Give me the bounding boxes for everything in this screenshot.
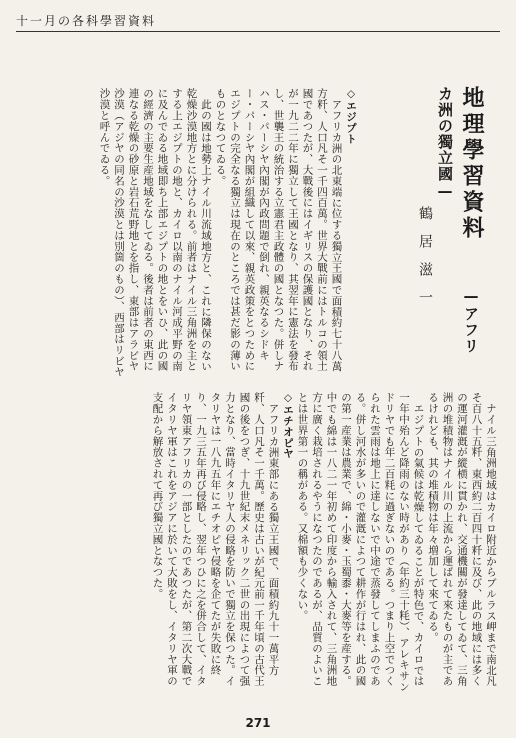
- paragraph-egypt-terrain: 此の國は地勢上ナイル川流域地方と、これに隣保のない乾燥沙漠地方とに分けられる。前者はナイル三角洲を主とする上エジプトの地と、カイロ以南のナイル河成平野の南に及んでゐる地域即ち上部エジプトの地とをいひ、此の國の經濟の主要生産地域をなしてゐる。後者は前者の東西に連なる乾燥の砂原と岩石荒野地とを指し、東部はアラビヤ沙漠（アジヤの同名の沙漠とは別箇のもの）、西部はリビヤ沙漠と呼んでゐる。: [98, 88, 212, 378]
- header-rule: [16, 31, 500, 32]
- page-number: 271: [245, 716, 271, 730]
- running-title: 十一月の各科學習資料: [16, 14, 157, 28]
- paragraph-egypt-intro: アフリカ洲の北東端に位する獨立王國で面積約七十八萬方粁、人口凡そ一千四百萬。世界大戰前にはトルコの領土國であつたが、大戰後にはイギリスの保護國となり、それが一九二二年に獨立して王國となり、其翌年に憲法を發布し、世襲王の統治する立憲君主政體の國となつた。併しナハス・パーシヤ內閣が內政問題で倒れ、親英なるシドキー・パーシヤ內閣が組織して以來、親英政策をとつためにエジプトの完全なる獨立は現在のところでは甚だ影の薄いものとなつてゐる。: [214, 88, 343, 372]
- lower-body-column: [18, 392, 498, 692]
- upper-body-column: [18, 88, 358, 380]
- ethiopia-heading: ◇エチオピヤ: [282, 392, 294, 459]
- article-subtitle: —アフリカ洲の獨立國—: [436, 86, 480, 354]
- article-title: 地理學習資料: [459, 86, 484, 242]
- title-block: [345, 86, 487, 366]
- egypt-heading: ◇エジプト: [345, 88, 357, 144]
- article-author: 鶴居滋一: [417, 206, 433, 318]
- paragraph-nile-delta: ナイル三角洲地域はカイロ附近からブルラス岬まで南北凡そ百八十五粁、東西約二百四十粁に及び、此の地域には多くの運河灌漑が縱横に貫かれ、交通機關が發達してゐて、三角洲の堆積物はナイル川の上流から運ばれて來たものが主であるけれども、其の堆積物は年々増加して來てゐる。: [427, 392, 497, 687]
- paragraph-egypt-climate: エジプトの氣候は乾燥してゐることが特色で、カイロでは一年中殆んど降雨のない時があり（年約三十粍）、アレキサンドリヤでも年二百粍に過ぎないのである。つまり上空でつくられた雲雨は地上に達しないで中途で蒸發してしまふのである。併し河水が多いので灌漑によつて耕作が行はれ、此の國の第一産業は農業で、綿・小麥・玉蜀黍・大麥等を産する。中でも綿は一八二一年初めて印度から輸入されて、三角洲地方に廣く栽培されるやうになつたのであるが、品質のよいことは世界第一の稱がある。又棉額も少くない。: [296, 392, 425, 692]
- paragraph-ethiopia: アフリカ洲東部にある獨立王國で、面積約九十一萬平方粁、人口凡そ一千萬。歷史は古いが紀元前一千年頃の古代王國の後をつぎ、十九世紀末メネリック二世の出現によつて强力となり、當時イタリヤ人の侵略を防いで獨立を保つた。イタリヤは一八九五年にエチオピヤ侵略を企てたが失敗に終り、一九三五年再び侵略し、翌年つひに之を併合して、イタリヤ領東アフリカの一部としたのであつたが、第二次大戰でイタリヤ軍はこれをアジアに於いて大敗をし、イタリヤ軍の支配から解放されて再び獨立國となつた。: [151, 392, 280, 687]
